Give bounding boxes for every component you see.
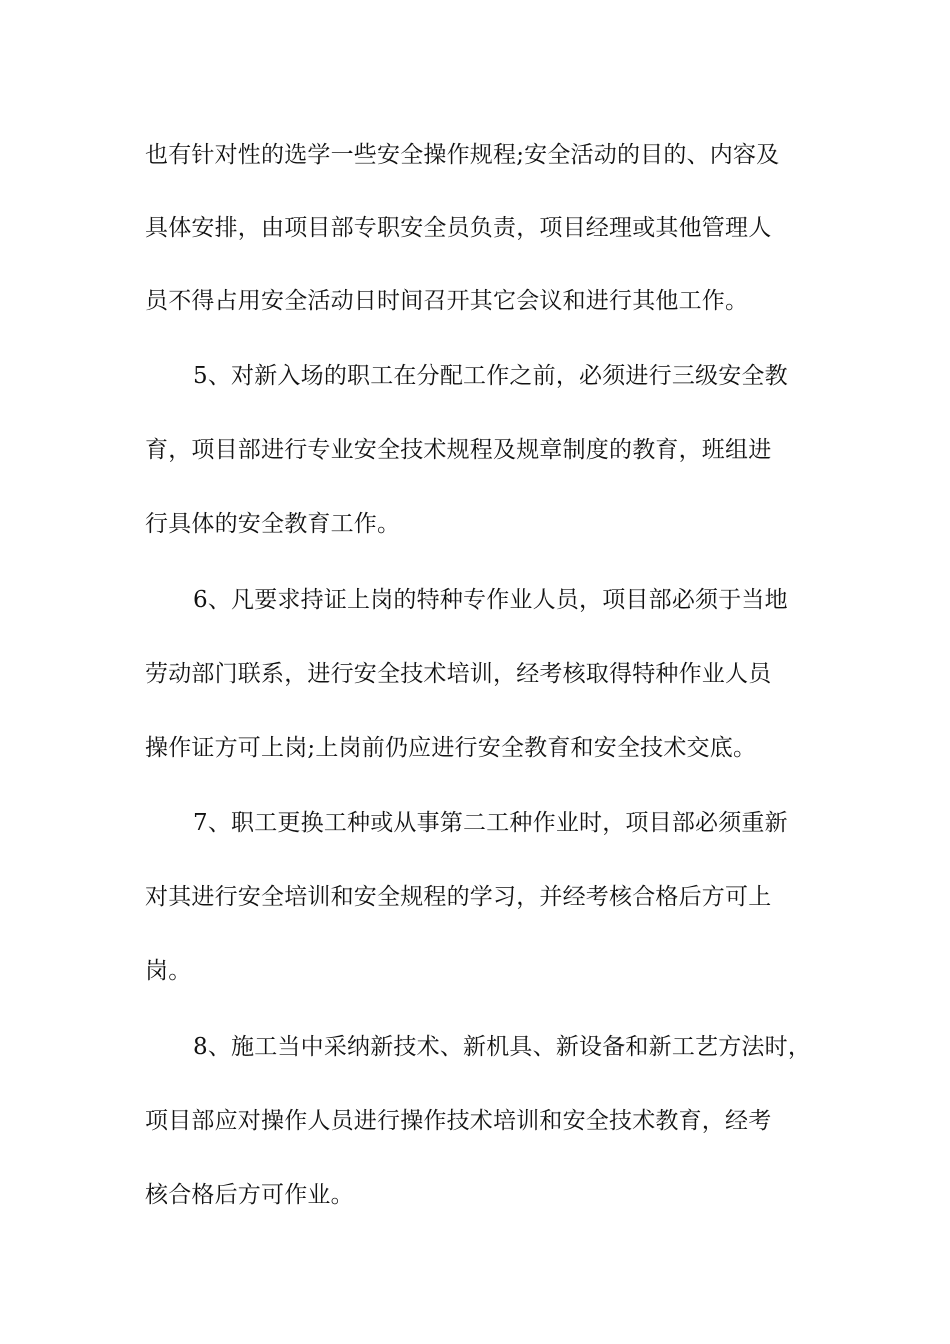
paragraph-7-start: 7、职工更换工种或从事第二工种作业时，项目部必须重新 [193,810,788,836]
paragraph-8-start: 8、施工当中采纳新技术、新机具、新设备和新工艺方法时， [193,1034,812,1060]
text-line: 核合格后方可作业。 [145,1182,354,1208]
text-line: 具体安排，由项目部专职安全员负责，项目经理或其他管理人 [145,215,772,241]
text-line: 员不得占用安全活动日时间召开其它会议和进行其他工作。 [145,288,749,314]
text-line: 操作证方可上岗;上岗前仍应进行安全教育和安全技术交底。 [145,735,757,761]
text-line: 也有针对性的选学一些安全操作规程;安全活动的目的、内容及 [145,142,780,168]
text-line: 劳动部门联系，进行安全技术培训，经考核取得特种作业人员 [145,661,772,687]
paragraph-5-start: 5、对新入场的职工在分配工作之前，必须进行三级安全教 [193,363,788,389]
text-line: 行具体的安全教育工作。 [145,511,401,537]
text-line: 对其进行安全培训和安全规程的学习，并经考核合格后方可上 [145,884,772,910]
text-line: 项目部应对操作人员进行操作技术培训和安全技术教育，经考 [145,1108,772,1134]
paragraph-6-start: 6、凡要求持证上岗的特种专作业人员，项目部必须于当地 [193,587,788,613]
text-line: 育，项目部进行专业安全技术规程及规章制度的教育，班组进 [145,437,772,463]
text-line: 岗。 [145,958,192,984]
